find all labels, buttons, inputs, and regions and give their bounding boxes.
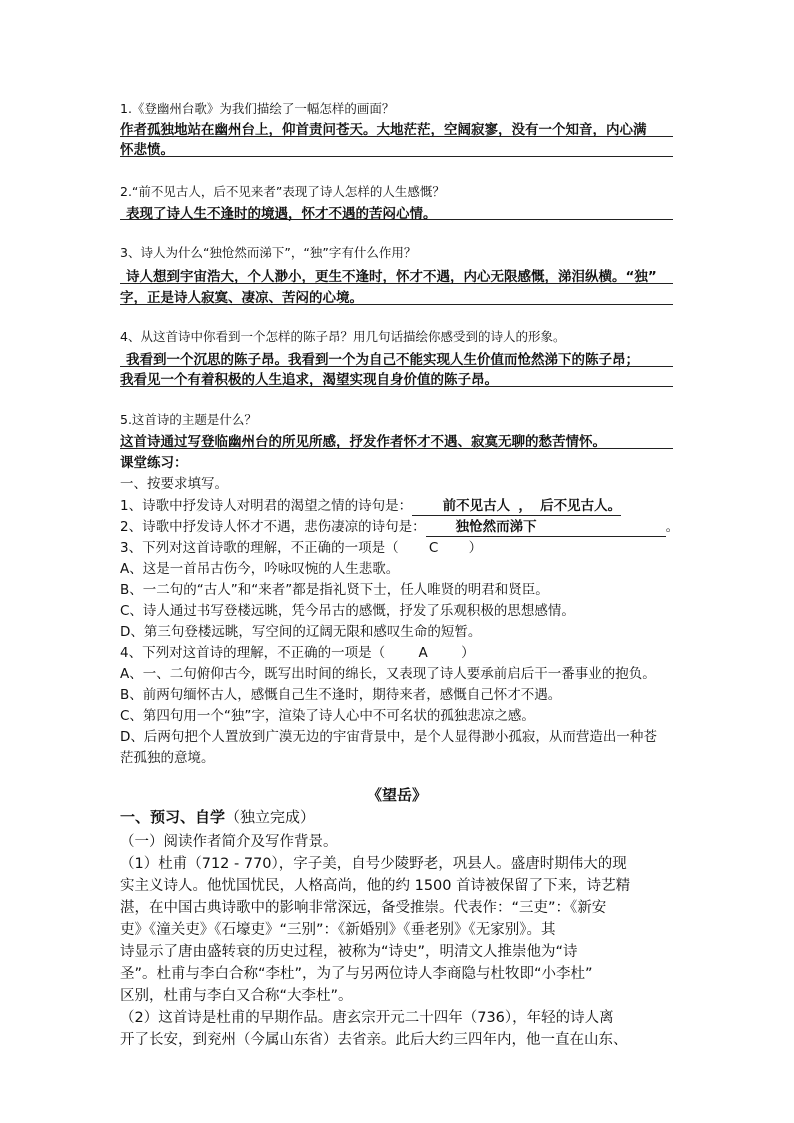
para-line: 开了长安，到兖州（今属山东省）去省亲。此后大约三四年内，他一直在山东、: [120, 1032, 628, 1048]
section-heading: [120, 806, 315, 827]
fill-2-end: 。: [665, 519, 680, 535]
answer-underline: [120, 156, 673, 157]
fill-1-answer-2: 后不见古人。: [540, 498, 622, 514]
q4-option-d: D、后两句把个人置放到广漠无边的宇宙背景中，是个人显得渺小孤寂，从而营造出一种苍: [120, 729, 657, 745]
q4-option-c: C、第四句用一个“独”字，渲染了诗人心中不可名状的孤独悲凉之感。: [120, 708, 535, 724]
q3-option-a: A、这是一首吊古伤今，吟咏叹惋的人生悲歌。: [120, 561, 400, 577]
para-line: 吏》《潼关吏》《石壕吏》“三别”：《新婚别》《垂老别》《无家别》。其: [120, 922, 556, 938]
question-3: 3、诗人为什么“独怆然而涕下”，“独”字有什么作用？: [120, 245, 417, 260]
q4-answer: A: [418, 645, 428, 661]
q4-option-b: B、前两句缅怀古人，感慨自己生不逢时，期待来者，感慨自己怀才不遇。: [120, 687, 562, 703]
fill-1-separator: ，: [510, 494, 540, 516]
choice-question-3: [120, 536, 482, 556]
subheading: （一）阅读作者简介及写作背景。: [120, 834, 338, 850]
fill-question-2: [120, 515, 679, 537]
heading-bold: 一、预习、自学: [120, 808, 226, 826]
answer-underline: [120, 366, 673, 367]
question-2: 2.“前不见古人，后不见来者”表现了诗人怎样的人生感慨？: [120, 184, 445, 199]
para-line: 实主义诗人。他忧国忧民，人格高尚，他的约 1500 首诗被保留了下来，诗艺精: [120, 878, 631, 894]
q3-option-c: C、诗人通过书写登楼远眺，凭今吊古的感慨，抒发了乐观积极的思想感情。: [120, 603, 575, 619]
q4-option-d-cont: 茫孤独的意境。: [120, 750, 215, 766]
fill-2-prefix: 2、诗歌中抒发诗人怀才不遇，悲伤凄凉的诗句是：: [120, 519, 426, 535]
q4-option-a: A、一、二句俯仰古今，既写出时间的绵长，又表现了诗人要承前启后干一番事业的抱负。: [120, 666, 656, 682]
para-line: 区别，杜甫与李白又合称“大李杜”。: [120, 988, 353, 1004]
q3-answer: C: [428, 540, 439, 556]
q4-prefix: 4、下列对这首诗的理解，不正确的一项是（: [120, 645, 386, 661]
answer-3-line-2: 字，正是诗人寂寞、凄凉、苦闷的心境。: [120, 290, 363, 306]
fill-question-1: [120, 494, 621, 516]
question-5: 5.这首诗的主题是什么？: [120, 412, 257, 427]
answer-5-line-1: 这首诗通过写登临幽州台的所见所感，抒发作者怀才不遇、寂寞无聊的愁苦情怀。: [120, 434, 606, 450]
q3-prefix: 3、下列对这首诗歌的理解，不正确的一项是（: [120, 540, 399, 556]
question-1: 1.《登幽州台歌》为我们描绘了一幅怎样的画面？: [120, 101, 395, 116]
q3-option-b: B、一二句的“古人”和“来者”都是指礼贤下士，任人唯贤的明君和贤臣。: [120, 582, 549, 598]
answer-underline: [120, 448, 673, 449]
para-line: （1）杜甫（712 - 770），字子美，自号少陵野老，巩县人。盛唐时期伟大的现: [120, 856, 627, 872]
practice-title: 课堂练习：: [120, 455, 188, 471]
q3-suffix: ）: [468, 540, 483, 556]
answer-underline: [120, 136, 673, 137]
q3-option-d: D、第三句登楼远眺，写空间的辽阔无限和感叹生命的短暂。: [120, 624, 482, 640]
choice-question-4: [120, 641, 475, 661]
answer-underline: [120, 283, 673, 284]
para-line: 诗显示了唐由盛转衰的历史过程，被称为“诗史”，明清文人推崇他为“诗: [120, 944, 578, 960]
answer-underline: [120, 219, 673, 220]
answer-1-line-1: 作者孤独地站在幽州台上，仰首责问苍天。大地茫茫，空阔寂寥，没有一个知音，内心满: [120, 122, 647, 138]
heading-normal: （独立完成）: [225, 808, 316, 826]
answer-2-line-1: 表现了诗人生不逢时的境遇，怀才不遇的苦闷心情。: [126, 206, 437, 222]
q4-suffix: ）: [461, 645, 475, 661]
practice-section-1: 一、按要求填写。: [120, 476, 228, 492]
question-4: 4、从这首诗中你看到一个怎样的陈子昂？用几句话描绘你感受到的诗人的形象。: [120, 329, 566, 344]
answer-3-line-1: 诗人想到宇宙浩大，个人渺小，更生不逢时，怀才不遇，内心无限感慨，涕泪纵横。“独”: [126, 269, 657, 285]
fill-1-answer-1: 前不见古人: [412, 494, 510, 516]
answer-4-line-1: 我看到一个沉思的陈子昂。我看到一个为自己不能实现人生价值而怆然涕下的陈子昂；: [126, 352, 639, 368]
para-line: 湛，在中国古典诗歌中的影响非常深远，备受推崇。代表作：“三吏”：《新安: [120, 900, 607, 916]
para-line: （2）这首诗是杜甫的早期作品。唐玄宗开元二十四年（736），年轻的诗人离: [120, 1010, 614, 1026]
section-title: 《望岳》: [366, 786, 427, 804]
answer-4-line-2: 我看见一个有着积极的人生追求，渴望实现自身价值的陈子昂。: [120, 372, 498, 388]
fill-1-prefix: 1、诗歌中抒发诗人对明君的渴望之情的诗句是：: [120, 498, 413, 514]
answer-underline: [120, 304, 673, 305]
para-line: 圣”。杜甫与李白合称“李杜”，为了与另两位诗人李商隐与杜牧即“小李杜”: [120, 966, 593, 982]
answer-1-line-2: 怀悲愤。: [120, 142, 174, 158]
answer-underline: [120, 386, 673, 387]
fill-2-answer: 独怆然而涕下: [426, 515, 666, 537]
